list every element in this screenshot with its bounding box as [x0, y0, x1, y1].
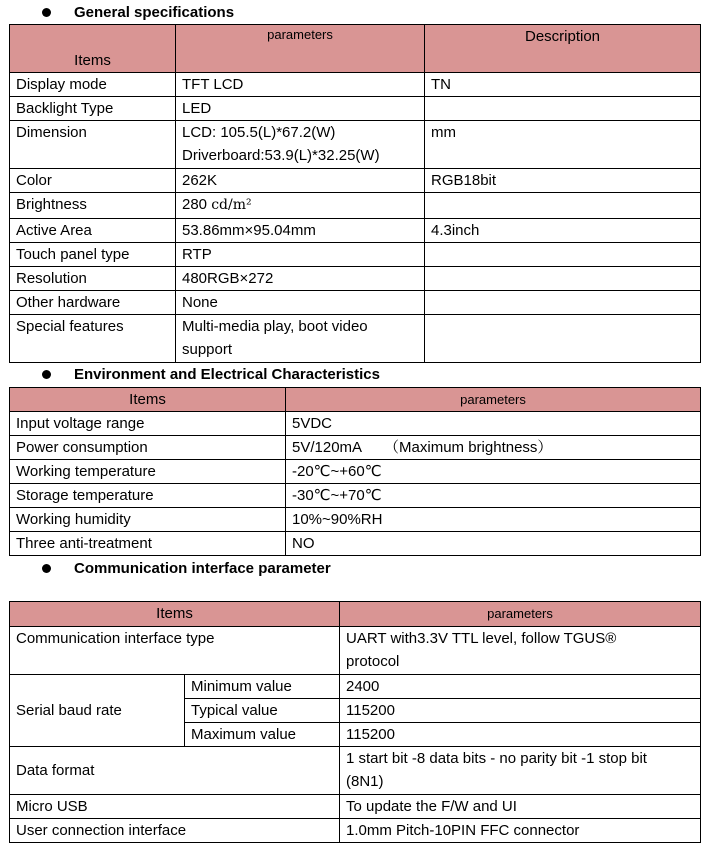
row-item: Display mode — [10, 73, 176, 97]
bullet-icon — [42, 8, 51, 17]
section-title: Environment and Electrical Characteristics — [74, 366, 380, 383]
baud-label: Typical value — [185, 699, 340, 723]
row-desc — [425, 97, 701, 121]
table-row — [10, 675, 701, 699]
table-row — [10, 819, 701, 843]
baud-label: Minimum value — [185, 675, 340, 699]
header-items: Items — [10, 25, 176, 73]
row-item: Special features — [10, 315, 176, 363]
row-param: To update the F/W and UI — [340, 795, 701, 819]
row-desc — [425, 193, 701, 219]
section-title: General specifications — [74, 4, 235, 21]
row-param: LED — [176, 97, 425, 121]
row-desc: RGB18bit — [425, 169, 701, 193]
row-item: User connection interface — [10, 819, 340, 843]
param-line-1: 1 start bit -8 data bits - no parity bit -1 stop bit — [346, 750, 647, 767]
param-line-2: protocol — [346, 653, 400, 670]
row-desc — [425, 291, 701, 315]
environment-table — [9, 387, 701, 556]
row-item: Active Area — [10, 219, 176, 243]
row-item: Dimension — [10, 121, 176, 169]
row-param: 5VDC — [286, 412, 701, 436]
row-param: RTP — [176, 243, 425, 267]
header-parameters: parameters — [340, 602, 701, 627]
header-items: Items — [10, 602, 340, 627]
communication-table — [9, 601, 701, 843]
table-row — [10, 219, 701, 243]
table-row — [10, 436, 701, 460]
bullet-icon — [42, 370, 51, 379]
general-spec-table — [9, 24, 701, 363]
baud-value: 2400 — [340, 675, 701, 699]
param-line-1: LCD: 105.5(L)*67.2(W) — [182, 124, 336, 141]
table-row — [10, 97, 701, 121]
param-line-2: Driverboard:53.9(L)*32.25(W) — [182, 147, 380, 164]
power-value: 5V/120mA — [292, 439, 363, 456]
header-parameters: parameters — [176, 25, 425, 73]
table-row — [10, 627, 701, 675]
row-item: Storage temperature — [10, 484, 286, 508]
row-desc — [425, 315, 701, 363]
row-desc: mm — [425, 121, 701, 169]
table-row — [10, 484, 701, 508]
row-item: Other hardware — [10, 291, 176, 315]
section-communication-heading — [0, 558, 712, 582]
row-item: Resolution — [10, 267, 176, 291]
table-row — [10, 169, 701, 193]
row-param — [176, 193, 425, 219]
row-item: Data format — [10, 747, 340, 795]
param-line-1: UART with3.3V TTL level, follow TGUS® — [346, 630, 617, 647]
header-parameters: parameters — [286, 388, 701, 412]
row-desc: 4.3inch — [425, 219, 701, 243]
row-param: NO — [286, 532, 701, 556]
header-description: Description — [425, 25, 701, 73]
bullet-icon — [42, 564, 51, 573]
power-note: （Maximum brightness） — [384, 439, 553, 456]
brightness-value: 280 — [182, 196, 208, 213]
table-row — [10, 267, 701, 291]
row-desc — [425, 267, 701, 291]
row-param — [286, 436, 701, 460]
row-desc: TN — [425, 73, 701, 97]
table-row — [10, 508, 701, 532]
param-line-2: (8N1) — [346, 773, 384, 790]
table-header-row — [10, 602, 701, 627]
table-row — [10, 747, 701, 795]
row-param — [340, 747, 701, 795]
row-param — [176, 121, 425, 169]
table-row — [10, 73, 701, 97]
section-environment-heading — [0, 364, 712, 388]
row-item: Three anti-treatment — [10, 532, 286, 556]
table-row — [10, 243, 701, 267]
row-param: -20℃~+60℃ — [286, 460, 701, 484]
baud-value: 115200 — [340, 723, 701, 747]
table-row — [10, 795, 701, 819]
table-row — [10, 315, 701, 363]
row-param: TFT LCD — [176, 73, 425, 97]
row-item: Brightness — [10, 193, 176, 219]
param-line-1: Multi-media play, boot video — [182, 318, 368, 335]
row-param: 480RGB×272 — [176, 267, 425, 291]
table-row — [10, 412, 701, 436]
row-item: Communication interface type — [10, 627, 340, 675]
row-param: 10%~90%RH — [286, 508, 701, 532]
table-row — [10, 460, 701, 484]
table-row — [10, 532, 701, 556]
table-header-row — [10, 25, 701, 73]
baud-label: Maximum value — [185, 723, 340, 747]
table-row — [10, 121, 701, 169]
row-item: Power consumption — [10, 436, 286, 460]
row-item: Serial baud rate — [10, 675, 185, 747]
param-line-2: support — [182, 341, 233, 358]
row-param — [340, 627, 701, 675]
row-desc — [425, 243, 701, 267]
row-param — [176, 315, 425, 363]
row-param: 1.0mm Pitch-10PIN FFC connector — [340, 819, 701, 843]
row-item: Micro USB — [10, 795, 340, 819]
row-item: Backlight Type — [10, 97, 176, 121]
row-param: None — [176, 291, 425, 315]
row-item: Touch panel type — [10, 243, 176, 267]
row-param: 53.86mm×95.04mm — [176, 219, 425, 243]
row-param: 262K — [176, 169, 425, 193]
row-item: Working temperature — [10, 460, 286, 484]
row-item: Color — [10, 169, 176, 193]
section-general-heading — [0, 2, 712, 26]
row-param: -30℃~+70℃ — [286, 484, 701, 508]
row-item: Input voltage range — [10, 412, 286, 436]
table-row — [10, 193, 701, 219]
section-title: Communication interface parameter — [74, 560, 331, 577]
row-item: Working humidity — [10, 508, 286, 532]
baud-value: 115200 — [340, 699, 701, 723]
table-row — [10, 291, 701, 315]
brightness-unit: cd/m² — [211, 197, 252, 213]
header-items: Items — [10, 388, 286, 412]
table-header-row — [10, 388, 701, 412]
